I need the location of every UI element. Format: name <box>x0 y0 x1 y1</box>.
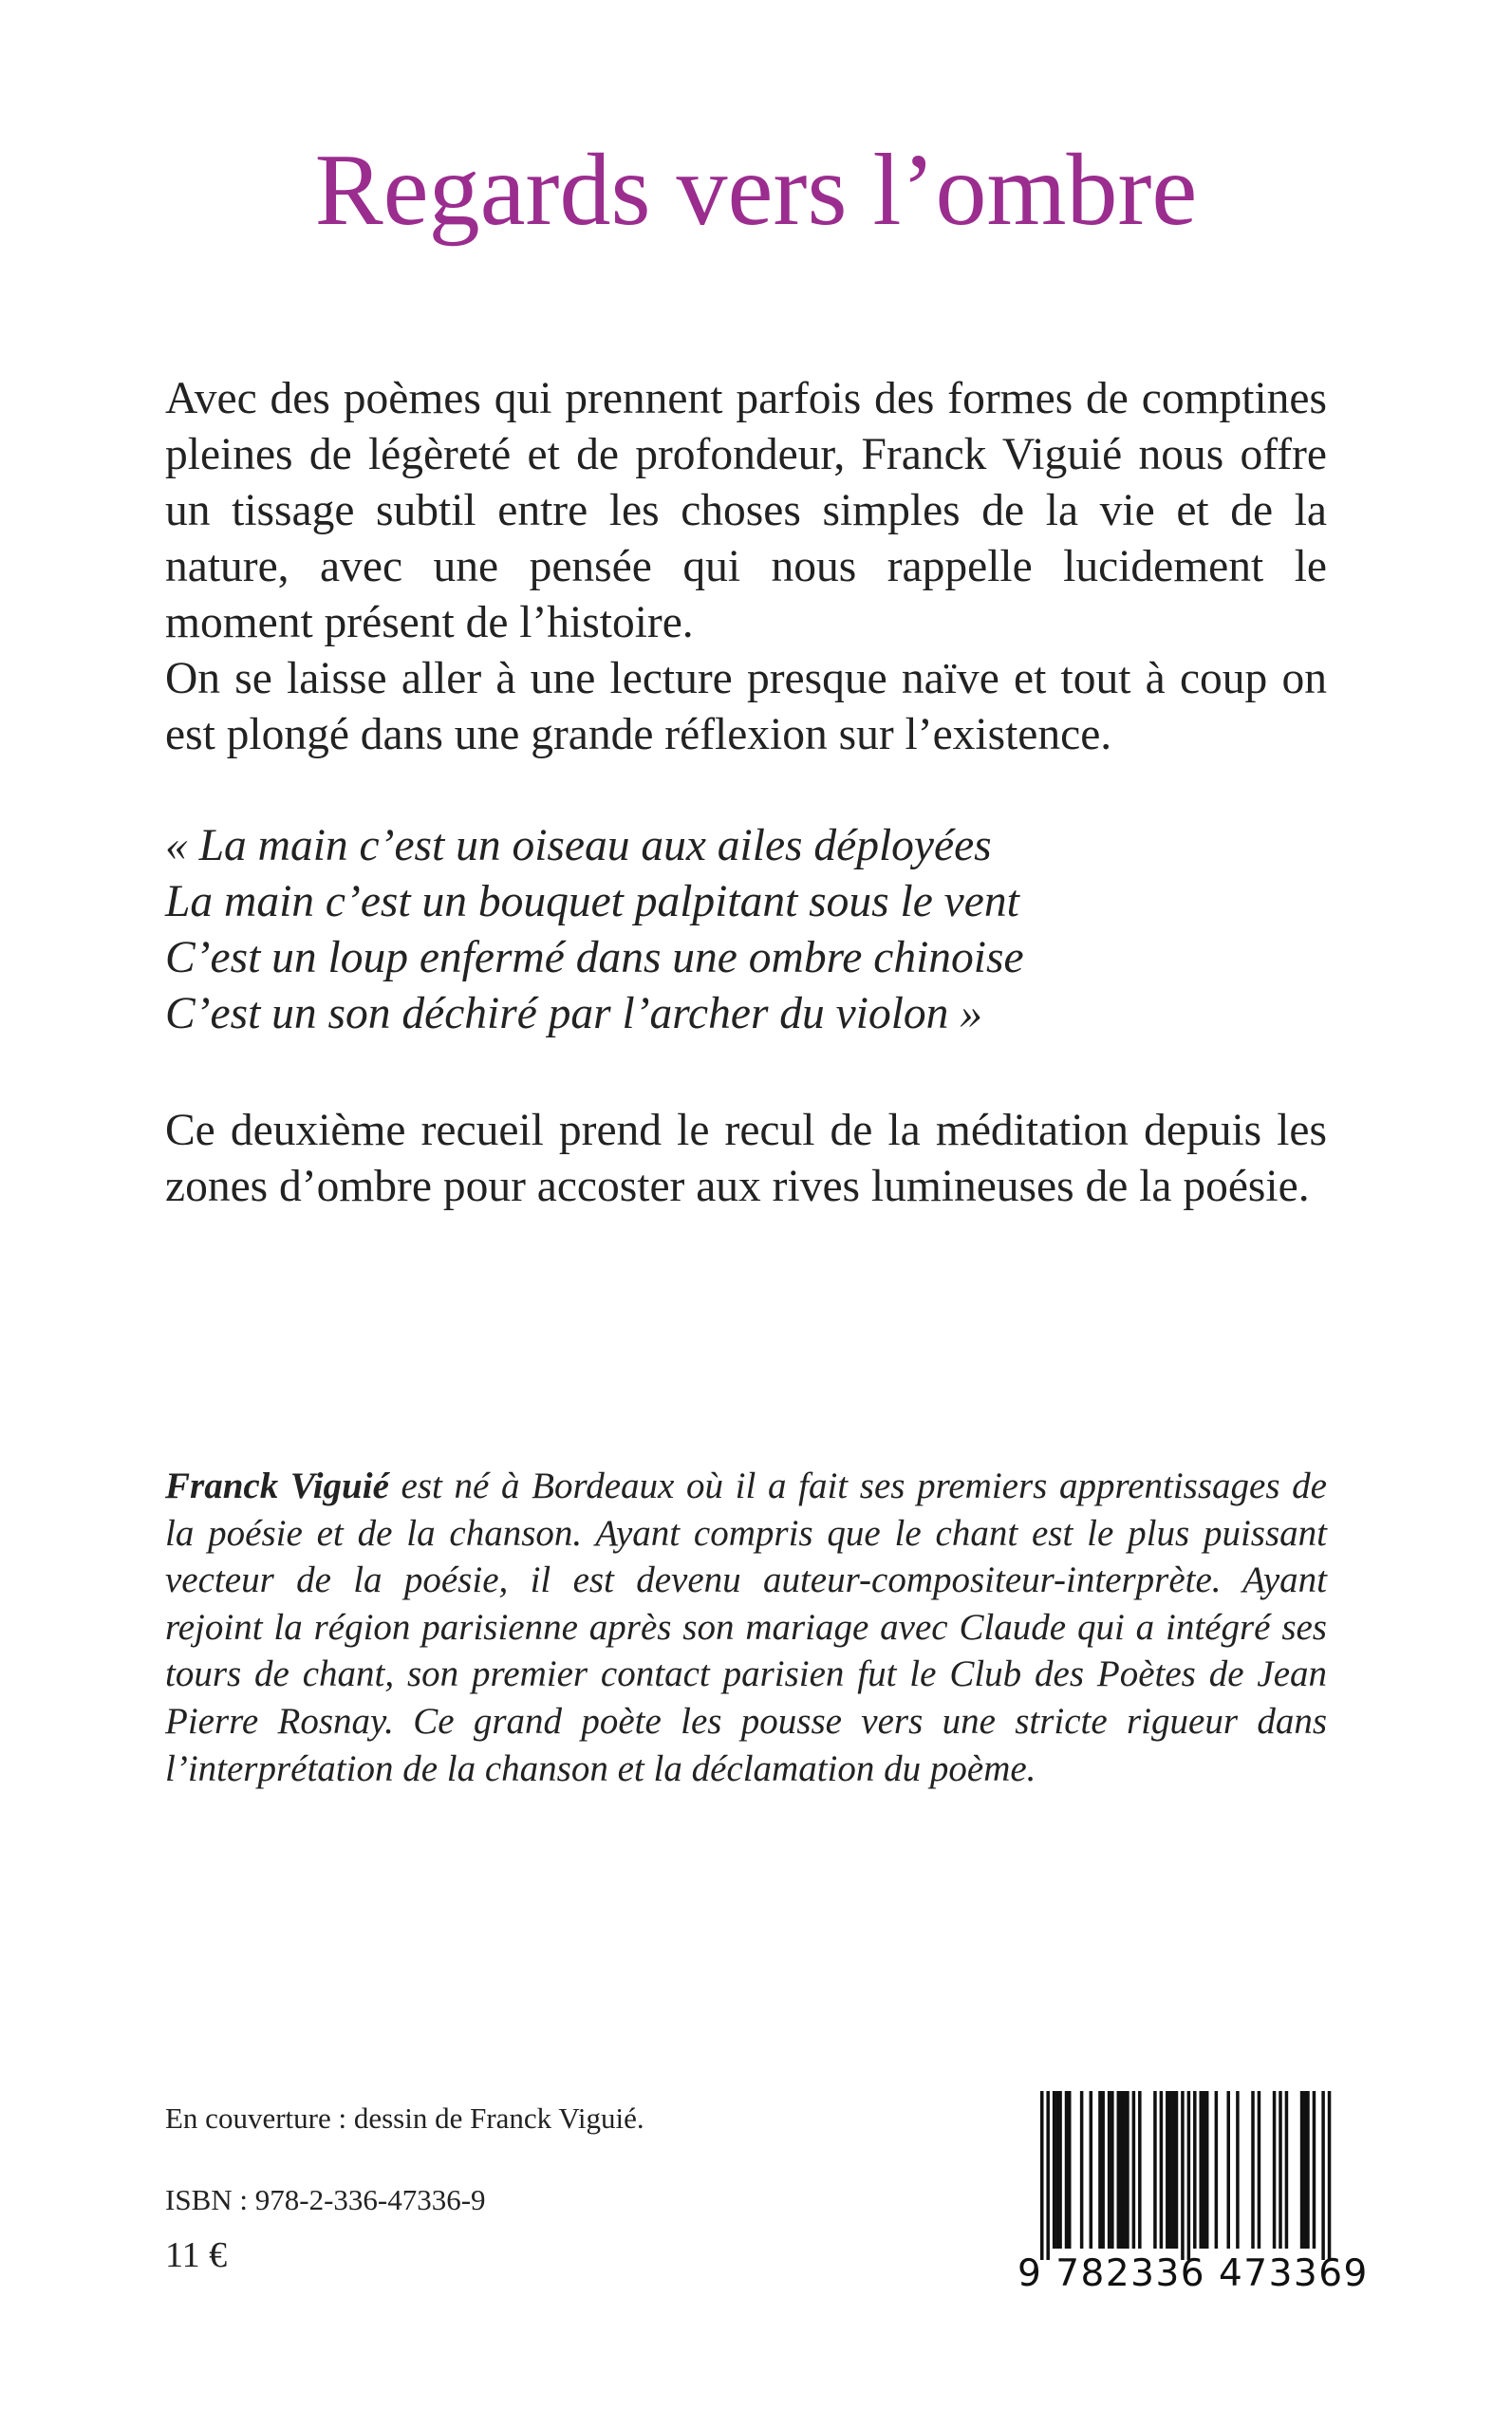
book-description <box>165 371 1327 763</box>
barcode-bar <box>1068 2091 1072 2249</box>
barcode-bar <box>1160 2091 1164 2249</box>
barcode-bar <box>1132 2091 1136 2249</box>
barcode-bar <box>1181 2091 1185 2260</box>
barcode-bar <box>1046 2091 1050 2260</box>
barcode-bar <box>1215 2091 1219 2249</box>
author-bio-text: est né à Bordeaux où il a fait ses premiers apprentissages de la poésie et de la chanson. Ayant compris que le chant est le plus puissant vecteur de la poésie, il est devenu auteur-compositeur-interprète. Ayant rejoint la région parisienne après son mariage avec Claude qui a intégré ses tours de chant, son premier contact parisien fut le Club des Poètes de Jean Pierre Rosnay. Ce grand poète les pousse vers une stricte rigueur dans l’interprétation de la chanson et la déclamation du poème. <box>165 1466 1327 1789</box>
barcode-bar <box>1328 2091 1332 2260</box>
barcode-bar <box>1187 2091 1191 2260</box>
barcode-bar <box>1055 2091 1059 2249</box>
barcode-digits: 9 782336 473369 <box>1017 2252 1369 2295</box>
closing-paragraph: Ce deuxième recueil prend le recul de la méditation depuis les zones d’ombre pour accoster aux rives lumineuses de la poésie. <box>165 1106 1327 1211</box>
barcode-bar <box>1108 2091 1111 2249</box>
barcode-bar <box>1205 2091 1209 2249</box>
barcode-bar <box>1306 2091 1310 2249</box>
barcode-bar <box>1111 2091 1114 2249</box>
price: 11 € <box>165 2235 228 2275</box>
barcode-bar <box>1251 2091 1255 2249</box>
poem-line-1: « La main c’est un oiseau aux ailes déployées <box>165 821 992 870</box>
barcode-bar <box>1313 2091 1316 2249</box>
barcode-bar <box>1098 2091 1102 2249</box>
barcode-bar <box>1321 2091 1325 2260</box>
cover-credit: En couverture : dessin de Franck Viguié. <box>165 2101 644 2135</box>
poem-excerpt <box>165 818 1327 1042</box>
barcode-bar <box>1226 2091 1230 2249</box>
barcode-bar <box>1117 2091 1121 2249</box>
barcode-bar <box>1065 2091 1069 2249</box>
barcode-bar <box>1285 2091 1289 2249</box>
barcode-bar <box>1053 2091 1056 2249</box>
barcode-bar <box>1300 2091 1304 2249</box>
barcode-bar <box>1058 2091 1062 2249</box>
barcode-bar <box>1126 2091 1129 2249</box>
barcode-bar <box>1120 2091 1124 2249</box>
barcode-bar <box>1203 2091 1206 2249</box>
barcode-bar <box>1236 2091 1240 2249</box>
book-title: Regards vers l’ombre <box>314 134 1198 247</box>
description-paragraph-1: Avec des poèmes qui prennent parfois des formes de comptines pleines de légèreté et de profondeur, Franck Viguié nous offre un tissage subtil entre les choses simples de la vie et de la nature, avec une pensée qui nous rappelle lucidement le moment présent de l’histoire. <box>165 374 1327 647</box>
barcode-bar <box>1101 2091 1105 2249</box>
barcode-bar <box>1168 2091 1172 2249</box>
description-paragraph-2: On se laisse aller à une lecture presque naïve et tout à coup on est plongé dans une grande réflexion sur l’existence. <box>165 654 1327 759</box>
author-bio <box>165 1463 1327 1792</box>
closing-section <box>165 1103 1327 1215</box>
author-name: Franck Viguié <box>165 1466 389 1506</box>
barcode-bar <box>1172 2091 1176 2249</box>
barcode-bar <box>1153 2091 1157 2249</box>
poem-line-4: C’est un son déchiré par l’archer du violon » <box>165 989 983 1038</box>
barcode-bar <box>1040 2091 1044 2260</box>
barcode-bar <box>1175 2091 1179 2249</box>
barcode-bar <box>1273 2091 1277 2249</box>
poem-line-3: C’est un loup enfermé dans une ombre chinoise <box>165 933 1024 982</box>
barcode-bar <box>1199 2091 1203 2249</box>
barcode-bar <box>1279 2091 1282 2249</box>
barcode-bar <box>1123 2091 1127 2249</box>
barcode-bar <box>1258 2091 1261 2249</box>
barcode <box>1017 2091 1369 2295</box>
barcode-bar <box>1138 2091 1142 2249</box>
barcode-bar <box>1080 2091 1084 2249</box>
barcode-bar <box>1090 2091 1093 2249</box>
barcode-bar <box>1166 2091 1169 2249</box>
barcode-bar <box>1193 2091 1197 2249</box>
barcode-bar <box>1303 2091 1307 2249</box>
poem-line-2: La main c’est un bouquet palpitant sous le vent <box>165 877 1019 926</box>
isbn-number: ISBN : 978-2-336-47336-9 <box>165 2183 486 2216</box>
